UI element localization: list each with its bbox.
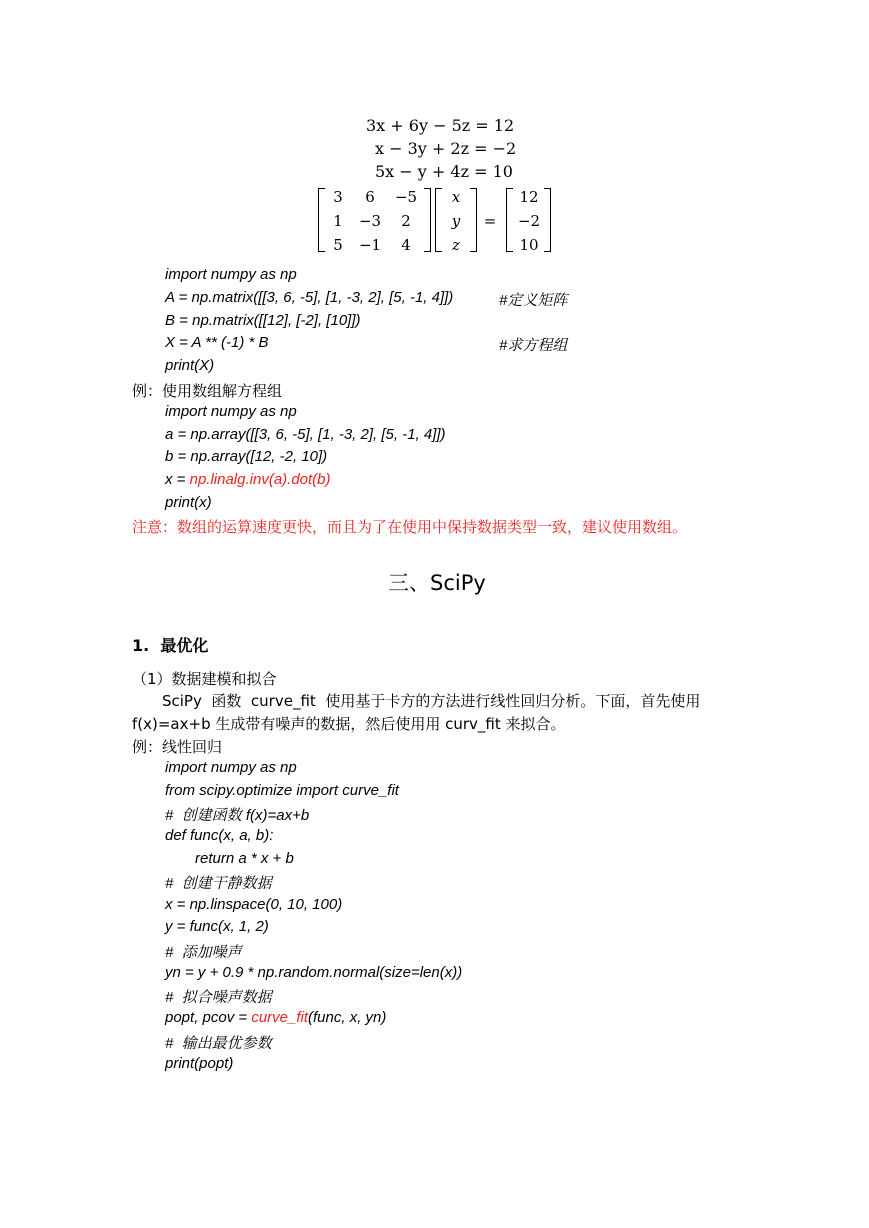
code-line: def func(x, a, b): — [165, 827, 274, 844]
code-line: import numpy as np — [165, 759, 297, 776]
code-highlight: curve_fit — [251, 1009, 309, 1026]
code-line: yn = y + 0.9 * np.random.normal(size=len(x)) — [165, 964, 463, 981]
code-line: b = np.array([12, -2, 10]) — [165, 448, 328, 465]
code-line: from scipy.optimize import curve_fit — [165, 782, 399, 799]
note-text: 注意：数组的运算速度更快，而且为了在使用中保持数据类型一致，建议使用数组。 — [132, 518, 688, 536]
code-comment: #定义矩阵 — [499, 292, 568, 309]
vector-b-cell: −2 — [517, 212, 541, 230]
code-line: return a * x + b — [195, 850, 294, 867]
code-highlight: np.linalg.inv(a).dot(b) — [189, 471, 331, 488]
matrix-a-cell: 5 — [333, 236, 343, 254]
code-line: a = np.array([[3, 6, -5], [1, -3, 2], [5, -1, 4]]) — [165, 426, 446, 443]
matrix-a-cell: −5 — [394, 188, 418, 206]
section-title: 三、SciPy — [388, 571, 486, 595]
matrix-a-cell: 3 — [333, 188, 343, 206]
code-line: A = np.matrix([[3, 6, -5], [1, -3, 2], [5, -1, 4]]) — [165, 289, 454, 306]
equation-line-1: 3x + 6y − 5z = 12 — [366, 116, 515, 135]
code-comment: #求方程组 — [499, 337, 568, 354]
code-text: popt, pcov = — [165, 1009, 252, 1026]
code-comment: # 输出最优参数 — [165, 1035, 272, 1052]
example-label: 例：线性回归 — [132, 738, 223, 756]
code-line: print(popt) — [165, 1055, 234, 1072]
matrix-a-right-bracket — [424, 188, 431, 252]
subsection-title: 1. 最优化 — [132, 636, 209, 655]
matrix-a-cell: −1 — [358, 236, 382, 254]
code-line — [165, 1009, 386, 1026]
code-line — [165, 471, 331, 488]
example-label: 例：使用数组解方程组 — [132, 382, 283, 400]
matrix-a-cell: 2 — [401, 212, 411, 230]
vector-b-cell: 10 — [519, 236, 539, 254]
matrix-a-cell: −3 — [358, 212, 382, 230]
code-text: (func, x, yn) — [308, 1009, 387, 1026]
vector-x-cell: y — [451, 212, 461, 230]
vector-x-cell: z — [452, 236, 460, 254]
code-line: print(x) — [165, 494, 212, 511]
code-comment: # 拟合噪声数据 — [165, 989, 272, 1006]
matrix-equation — [314, 186, 554, 254]
matrix-a-cell: 4 — [401, 236, 411, 254]
code-line: import numpy as np — [165, 266, 297, 283]
code-comment: # 创建干静数据 — [165, 875, 272, 892]
code-line: x = np.linspace(0, 10, 100) — [165, 896, 343, 913]
equation-line-2: x − 3y + 2z = −2 — [375, 139, 517, 158]
equals-sign: = — [483, 212, 497, 230]
code-line: B = np.matrix([[12], [-2], [10]]) — [165, 312, 361, 329]
paragraph-line: SciPy 函数 curve_fit 使用基于卡方的方法进行线性回归分析。下面，首先使用 — [162, 692, 701, 710]
code-line: print(X) — [165, 357, 215, 374]
code-comment: # 添加噪声 — [165, 944, 242, 961]
paragraph-heading: （1）数据建模和拟合 — [132, 670, 277, 688]
code-text: x = — [165, 471, 190, 488]
paragraph-line: f(x)=ax+b 生成带有噪声的数据，然后使用用 curv_fit 来拟合。 — [132, 715, 566, 733]
vector-b-cell: 12 — [519, 188, 539, 206]
code-line: y = func(x, 1, 2) — [165, 918, 269, 935]
code-line: X = A ** (-1) * B — [165, 334, 269, 351]
vector-x-cell: x — [451, 188, 461, 206]
code-line: import numpy as np — [165, 403, 297, 420]
matrix-a-cell: 6 — [365, 188, 375, 206]
equation-line-3: 5x − y + 4z = 10 — [375, 162, 513, 181]
matrix-a-cell: 1 — [333, 212, 343, 230]
code-comment: # 创建函数 f(x)=ax+b — [165, 807, 310, 824]
